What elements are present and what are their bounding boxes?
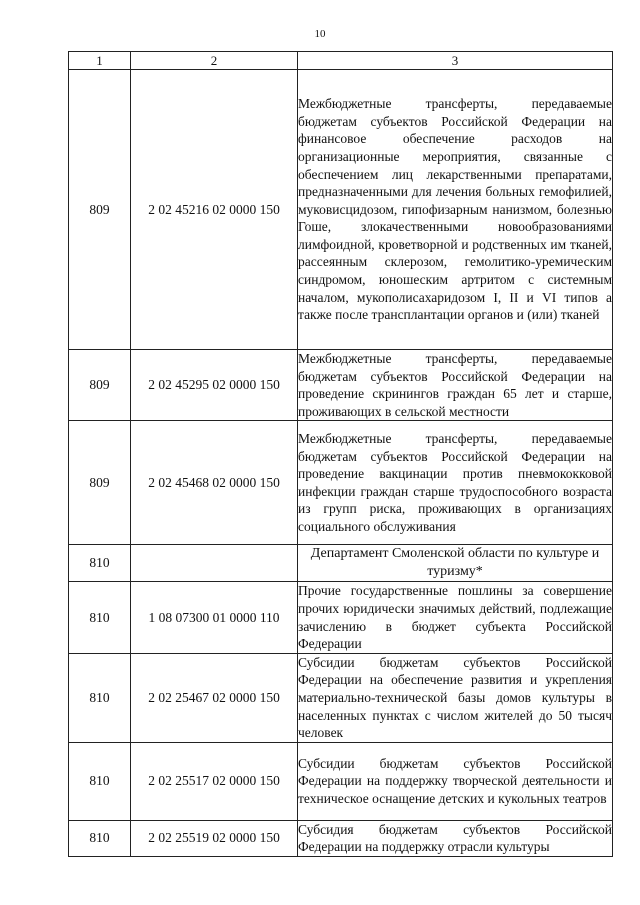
admin-code-cell: 810 bbox=[69, 545, 131, 582]
revenue-description-cell: Межбюджетные трансферты, передаваемые бюджетам субъектов Российской Федерации на проведение вакцинации против пневмококковой инфекции граждан старше трудоспособного возраста из групп риска, проживающих в организациях социального обслуживания bbox=[298, 421, 613, 545]
budget-classification-code-cell bbox=[131, 545, 298, 582]
table-header-row bbox=[69, 52, 613, 70]
table-row bbox=[69, 421, 613, 545]
admin-code-cell: 809 bbox=[69, 421, 131, 545]
budget-classification-code-cell: 1 08 07300 01 0000 110 bbox=[131, 582, 298, 653]
admin-code-cell: 810 bbox=[69, 820, 131, 856]
budget-classification-code-cell: 2 02 45295 02 0000 150 bbox=[131, 350, 298, 421]
department-title-cell: Департамент Смоленской области по культуре и туризму* bbox=[298, 545, 613, 582]
admin-code-cell: 810 bbox=[69, 742, 131, 820]
admin-code-cell: 809 bbox=[69, 350, 131, 421]
column-header-3: 3 bbox=[298, 52, 613, 70]
department-row bbox=[69, 545, 613, 582]
column-header-2: 2 bbox=[131, 52, 298, 70]
revenue-description-cell: Прочие государственные пошлины за совершение прочих юридически значимых действий, подлежащие зачислению в бюджет субъекта Российской Федерации bbox=[298, 582, 613, 653]
table-row bbox=[69, 582, 613, 653]
admin-code-cell: 810 bbox=[69, 582, 131, 653]
revenue-description-cell: Субсидии бюджетам субъектов Российской Федерации на обеспечение развития и укрепления материально-технической базы домов культуры в населенных пунктах с числом жителей до 50 тысяч человек bbox=[298, 653, 613, 742]
revenue-description-cell: Межбюджетные трансферты, передаваемые бюджетам субъектов Российской Федерации на финансовое обеспечение расходов на организационные мероприятия, связанные с обеспечением лиц лекарственными препаратами, предназначенными для лечения больных гемофилией, муковисцидозом, гипофизарным нанизмом, болезнью Гоше, злокачественными новообразованиями лимфоидной, кроветворной и родственных им тканей, рассеянным склерозом, гемолитико-уремическим синдромом, юношеским артритом с системным началом, мукополисахаридозом I, II и VI типов а также после трансплантации органов и (или) тканей bbox=[298, 70, 613, 350]
revenue-description-cell: Межбюджетные трансферты, передаваемые бюджетам субъектов Российской Федерации на проведение скринингов граждан 65 лет и старше, проживающих в сельской местности bbox=[298, 350, 613, 421]
revenue-description-cell: Субсидия бюджетам субъектов Российской Федерации на поддержку отрасли культуры bbox=[298, 820, 613, 856]
budget-classification-code-cell: 2 02 25519 02 0000 150 bbox=[131, 820, 298, 856]
table-row bbox=[69, 350, 613, 421]
budget-classification-code-cell: 2 02 25517 02 0000 150 bbox=[131, 742, 298, 820]
table-row bbox=[69, 820, 613, 856]
admin-code-cell: 810 bbox=[69, 653, 131, 742]
budget-classification-code-cell: 2 02 25467 02 0000 150 bbox=[131, 653, 298, 742]
table-row bbox=[69, 70, 613, 350]
budget-classification-code-cell: 2 02 45468 02 0000 150 bbox=[131, 421, 298, 545]
budget-codes-table bbox=[68, 51, 613, 857]
table-row bbox=[69, 742, 613, 820]
column-header-1: 1 bbox=[69, 52, 131, 70]
page-number: 10 bbox=[314, 28, 326, 40]
budget-classification-code-cell: 2 02 45216 02 0000 150 bbox=[131, 70, 298, 350]
table-row bbox=[69, 653, 613, 742]
revenue-description-cell: Субсидии бюджетам субъектов Российской Федерации на поддержку творческой деятельности и техническое оснащение детских и кукольных театров bbox=[298, 742, 613, 820]
admin-code-cell: 809 bbox=[69, 70, 131, 350]
